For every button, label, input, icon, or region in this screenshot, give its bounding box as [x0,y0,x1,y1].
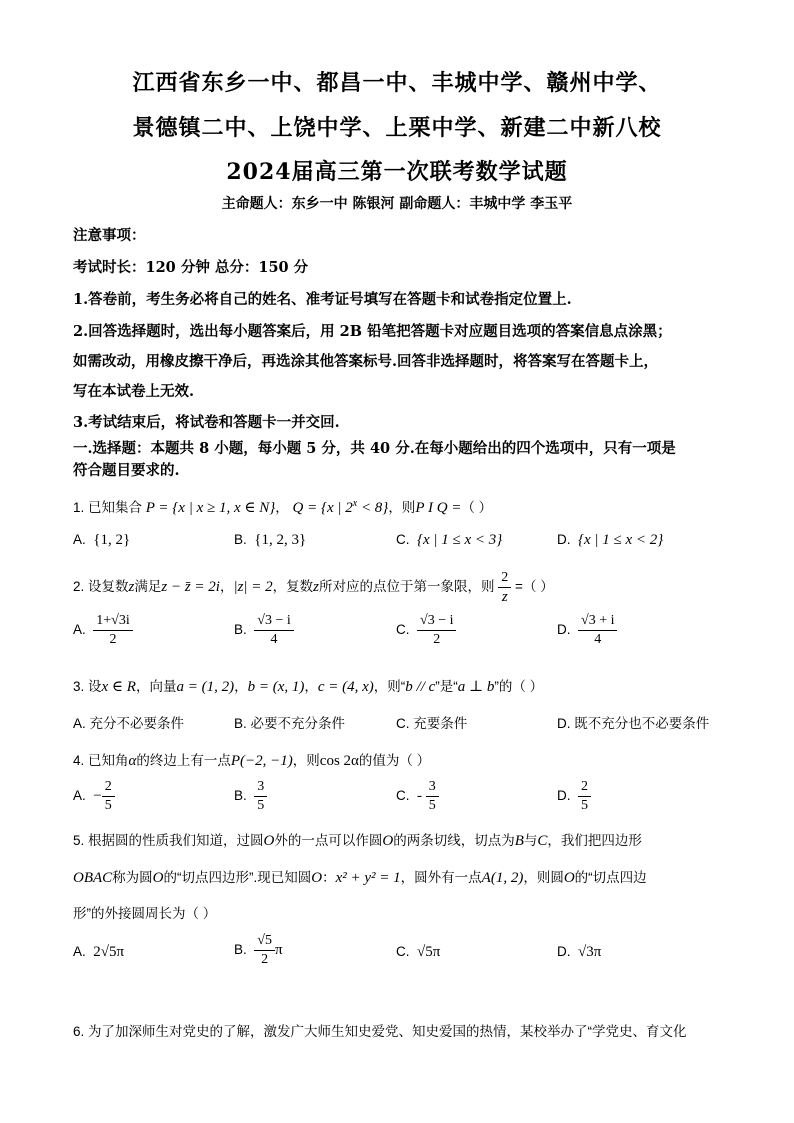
frac-den: 4 [270,632,278,647]
frac-den: 2 [433,632,441,647]
title-line-3: 2024届高三第一次联考数学试题 [226,159,568,185]
q1-sep: ， [275,500,289,515]
notice-item-2a: 2.回答选择题时，选出每小题答案后，用 2B 铅笔把答题卡对应题目选项的答案信息点涂黑； [73,323,672,340]
frac-den: 5 [428,798,436,813]
option-value: {1, 2, 3} [254,532,307,548]
q2-text3: ，复数 [272,579,314,595]
question-3: 3. 设x ∈ R，向量a = (1, 2)，b = (x, 1)，c = (4, x)，则“b // c”是“a ⊥ b”的（ ） [73,679,544,695]
frac-num: 1+√3i [93,612,132,631]
option-label: D. [557,944,571,959]
option-fraction [254,778,267,815]
option-fraction [426,778,439,815]
q5-o: O [263,833,275,849]
q2-text4: 所对应的点位于第一象限，则 [319,579,495,595]
question-4 [73,749,430,770]
q3-vec-c: c = (4, x) [317,679,374,695]
q5-option-c [396,944,440,961]
q1-q-exp: x [352,498,358,509]
q2-z2: z [313,579,320,596]
q1-prefix: 1. 已知集合 [73,500,143,515]
q5-text: ，我们把四边形 [547,833,642,848]
frac-den: 5 [581,798,589,813]
q4-option-d [557,778,591,815]
option-fraction [102,778,115,815]
frac-num: √5 [254,932,275,951]
q5-option-a [73,944,124,961]
q5-text: ： [322,870,336,885]
option-value: {1, 2} [93,532,131,548]
option-label: B. [234,942,247,958]
title-line-1: 江西省东乡一中、都昌一中、丰城中学、赣州中学、 [132,70,662,96]
q1-expr: P I Q = [415,500,462,516]
option-fraction [578,612,617,649]
option-fraction [417,612,456,649]
option-value: √5π [417,944,441,960]
q1-option-c [396,532,502,549]
q1-set-q [293,500,389,516]
notice-item-1: 1.答卷前，考生务必将自己的姓名、准考证号填写在答题卡和试卷指定位置上. [73,291,572,308]
q5-o: O [563,870,575,886]
q1-option-b [234,532,306,549]
q4-text2: ，则 [292,753,320,768]
q2-prefix: 2. 设复数 [73,579,129,595]
q3-xr: x ∈ R [101,679,136,695]
frac-den: 2 [261,952,269,967]
q5-text: 5. 根据圆的性质我们知道，过圆 [73,833,264,848]
question-5-line-1 [73,829,642,850]
q4-prefix: 4. 已知角 [73,753,129,768]
q2-eq1: z − z̄ = 2i [161,579,220,596]
q4-option-b [234,778,267,815]
option-value: 2√5π [93,944,125,960]
section-1-line-2: 符合题目要求的. [73,462,180,479]
q1-option-a [73,532,130,549]
frac-den: 4 [594,632,602,647]
q2-text1: 满足 [134,579,162,595]
q5-text: 称为圆 [112,870,153,885]
option-label: C. [396,532,410,547]
frac-den: 5 [257,798,265,813]
q4-alpha: α [128,753,137,769]
q1-paren: （ ） [461,500,493,515]
q2-paren: （ ） [522,579,554,595]
option-sign: − [93,788,102,805]
q3-text2: ，则“ [373,679,406,694]
option-value: {x | 1 ≤ x < 2} [578,532,664,548]
option-sign: - [417,788,423,805]
option-label: B. [234,788,247,804]
q3-option-a: A. 充分不必要条件 [73,716,185,731]
option-label: D. [557,788,571,804]
frac-num: 3 [426,778,439,797]
option-fraction [93,612,132,649]
q4-text1: 的终边上有一点 [136,753,231,768]
option-fraction [578,778,591,815]
q5-text: 的“切点四边形”.现已知圆 [163,870,312,885]
option-label: D. [557,622,571,638]
frac-num: √3 + i [578,612,617,631]
q5-o: O [382,833,394,849]
option-label: A. [73,622,86,638]
notice-item-2b: 如需改动，用橡皮擦干净后，再选涂其他答案标号.回答非选择题时，将答案写在答题卡上， [73,353,659,370]
q4-cos: cos 2α [319,753,359,769]
question-5-line-2 [73,866,647,887]
notice-heading: 注意事项： [73,227,146,244]
q5-text: 与 [523,833,538,848]
q5-circle-eq: x² + y² = 1 [335,870,401,886]
frac-num: 2 [578,778,591,797]
option-value: √3π [578,944,602,960]
q4-text3: 的值为（ ） [358,753,431,768]
option-label: D. [557,532,571,547]
q5-o: O [311,870,323,886]
frac-num: √3 − i [417,612,456,631]
q4-point: P(−2, −1) [230,753,293,769]
notice-item-3: 3.考试结束后，将试卷和答题卡一并交回. [73,414,340,431]
q2-option-b [234,612,294,649]
q5-point-a: A(1, 2) [481,870,524,886]
q1-tail: ，则 [388,500,416,515]
question-6-line-1: 6. 为了加深师生对党史的了解，激发广大师生知史爱党、知史爱国的热情，某校举办了“学党史、育文化 [73,1024,687,1039]
option-label: A. [73,788,86,804]
option-fraction [254,932,275,969]
q3-option-b: B. 必要不充分条件 [234,716,346,731]
option-label: A. [73,532,86,547]
frac-num: 2 [102,778,115,797]
q1-set-p: P = {x | x ≥ 1, x ∈ N} [145,500,276,516]
option-label: B. [234,622,247,638]
q5-option-b [234,932,283,969]
frac-num: 3 [254,778,267,797]
authors: 主命题人：东乡一中 陈银河 副命题人：丰城中学 李玉平 [221,196,573,212]
q5-text: ，则圆 [523,870,564,885]
option-fraction [254,612,293,649]
q5-o: O [152,870,164,886]
question-1 [73,496,492,517]
q2-text2: ， [219,579,234,595]
frac-den: z [501,589,508,605]
q5-text: 外的一点可以作圆 [274,833,383,848]
q3-vec-b: b = (x, 1) [247,679,305,695]
q5-text: 的“切点四边 [574,870,647,885]
q2-option-d [557,612,617,649]
q2-fraction [498,569,511,606]
q2-eq2: |z| = 2 [233,579,273,596]
option-label: A. [73,944,86,959]
q1-q-end: < 8} [357,500,389,516]
q5-text: 的两条切线，切点为 [393,833,515,848]
q5-b: B [514,833,524,849]
frac-num: √3 − i [254,612,293,631]
q5-obac: OBAC [73,870,113,886]
frac-den: 5 [104,798,112,813]
title-line-2: 景德镇二中、上饶中学、上栗中学、新建二中新八校 [132,115,662,141]
q3-vec-a: a = (1, 2) [176,679,235,695]
option-label: C. [396,944,410,959]
q5-text: ，圆外有一点 [400,870,482,885]
question-2 [73,569,554,606]
option-label: C. [396,788,410,804]
q1-q-start: Q = {x | 2 [292,500,353,516]
q3-cond2: a ⊥ b [457,679,495,695]
q1-option-d [557,532,663,549]
section-1-line-1: 一.选择题：本题共 8 小题，每小题 5 分，共 40 分.在每小题给出的四个选项中，只有一项是 [73,440,676,457]
q5-option-d [557,944,601,961]
q3-prefix: 3. 设 [73,679,102,694]
frac-den: 2 [109,632,117,647]
q3-text1: ，向量 [135,679,177,694]
frac-num: 2 [498,569,511,588]
q3-text4: ”的（ ） [494,679,544,694]
question-5-line-3: 形”的外接圆周长为（ ） [73,906,217,921]
q3-cond1: b // c [405,679,436,695]
q2-option-c [396,612,456,649]
q4-option-c [396,778,439,815]
notice-item-2c: 写在本试卷上无效. [73,383,195,400]
option-value: {x | 1 ≤ x < 3} [417,532,503,548]
q2-eq: = [515,579,523,595]
q3-text3: ”是“ [435,679,458,694]
q2-option-a [73,612,133,649]
q5-c: C [537,833,548,849]
option-pi: π [274,942,283,959]
notice-time: 考试时长：120 分钟 总分：150 分 [73,259,309,276]
option-label: B. [234,532,247,547]
q3-option-c: C. 充要条件 [396,716,468,731]
q3-option-d: D. 既不充分也不必要条件 [557,716,710,731]
q2-z: z [128,579,135,596]
q4-option-a [73,778,115,815]
option-label: C. [396,622,410,638]
